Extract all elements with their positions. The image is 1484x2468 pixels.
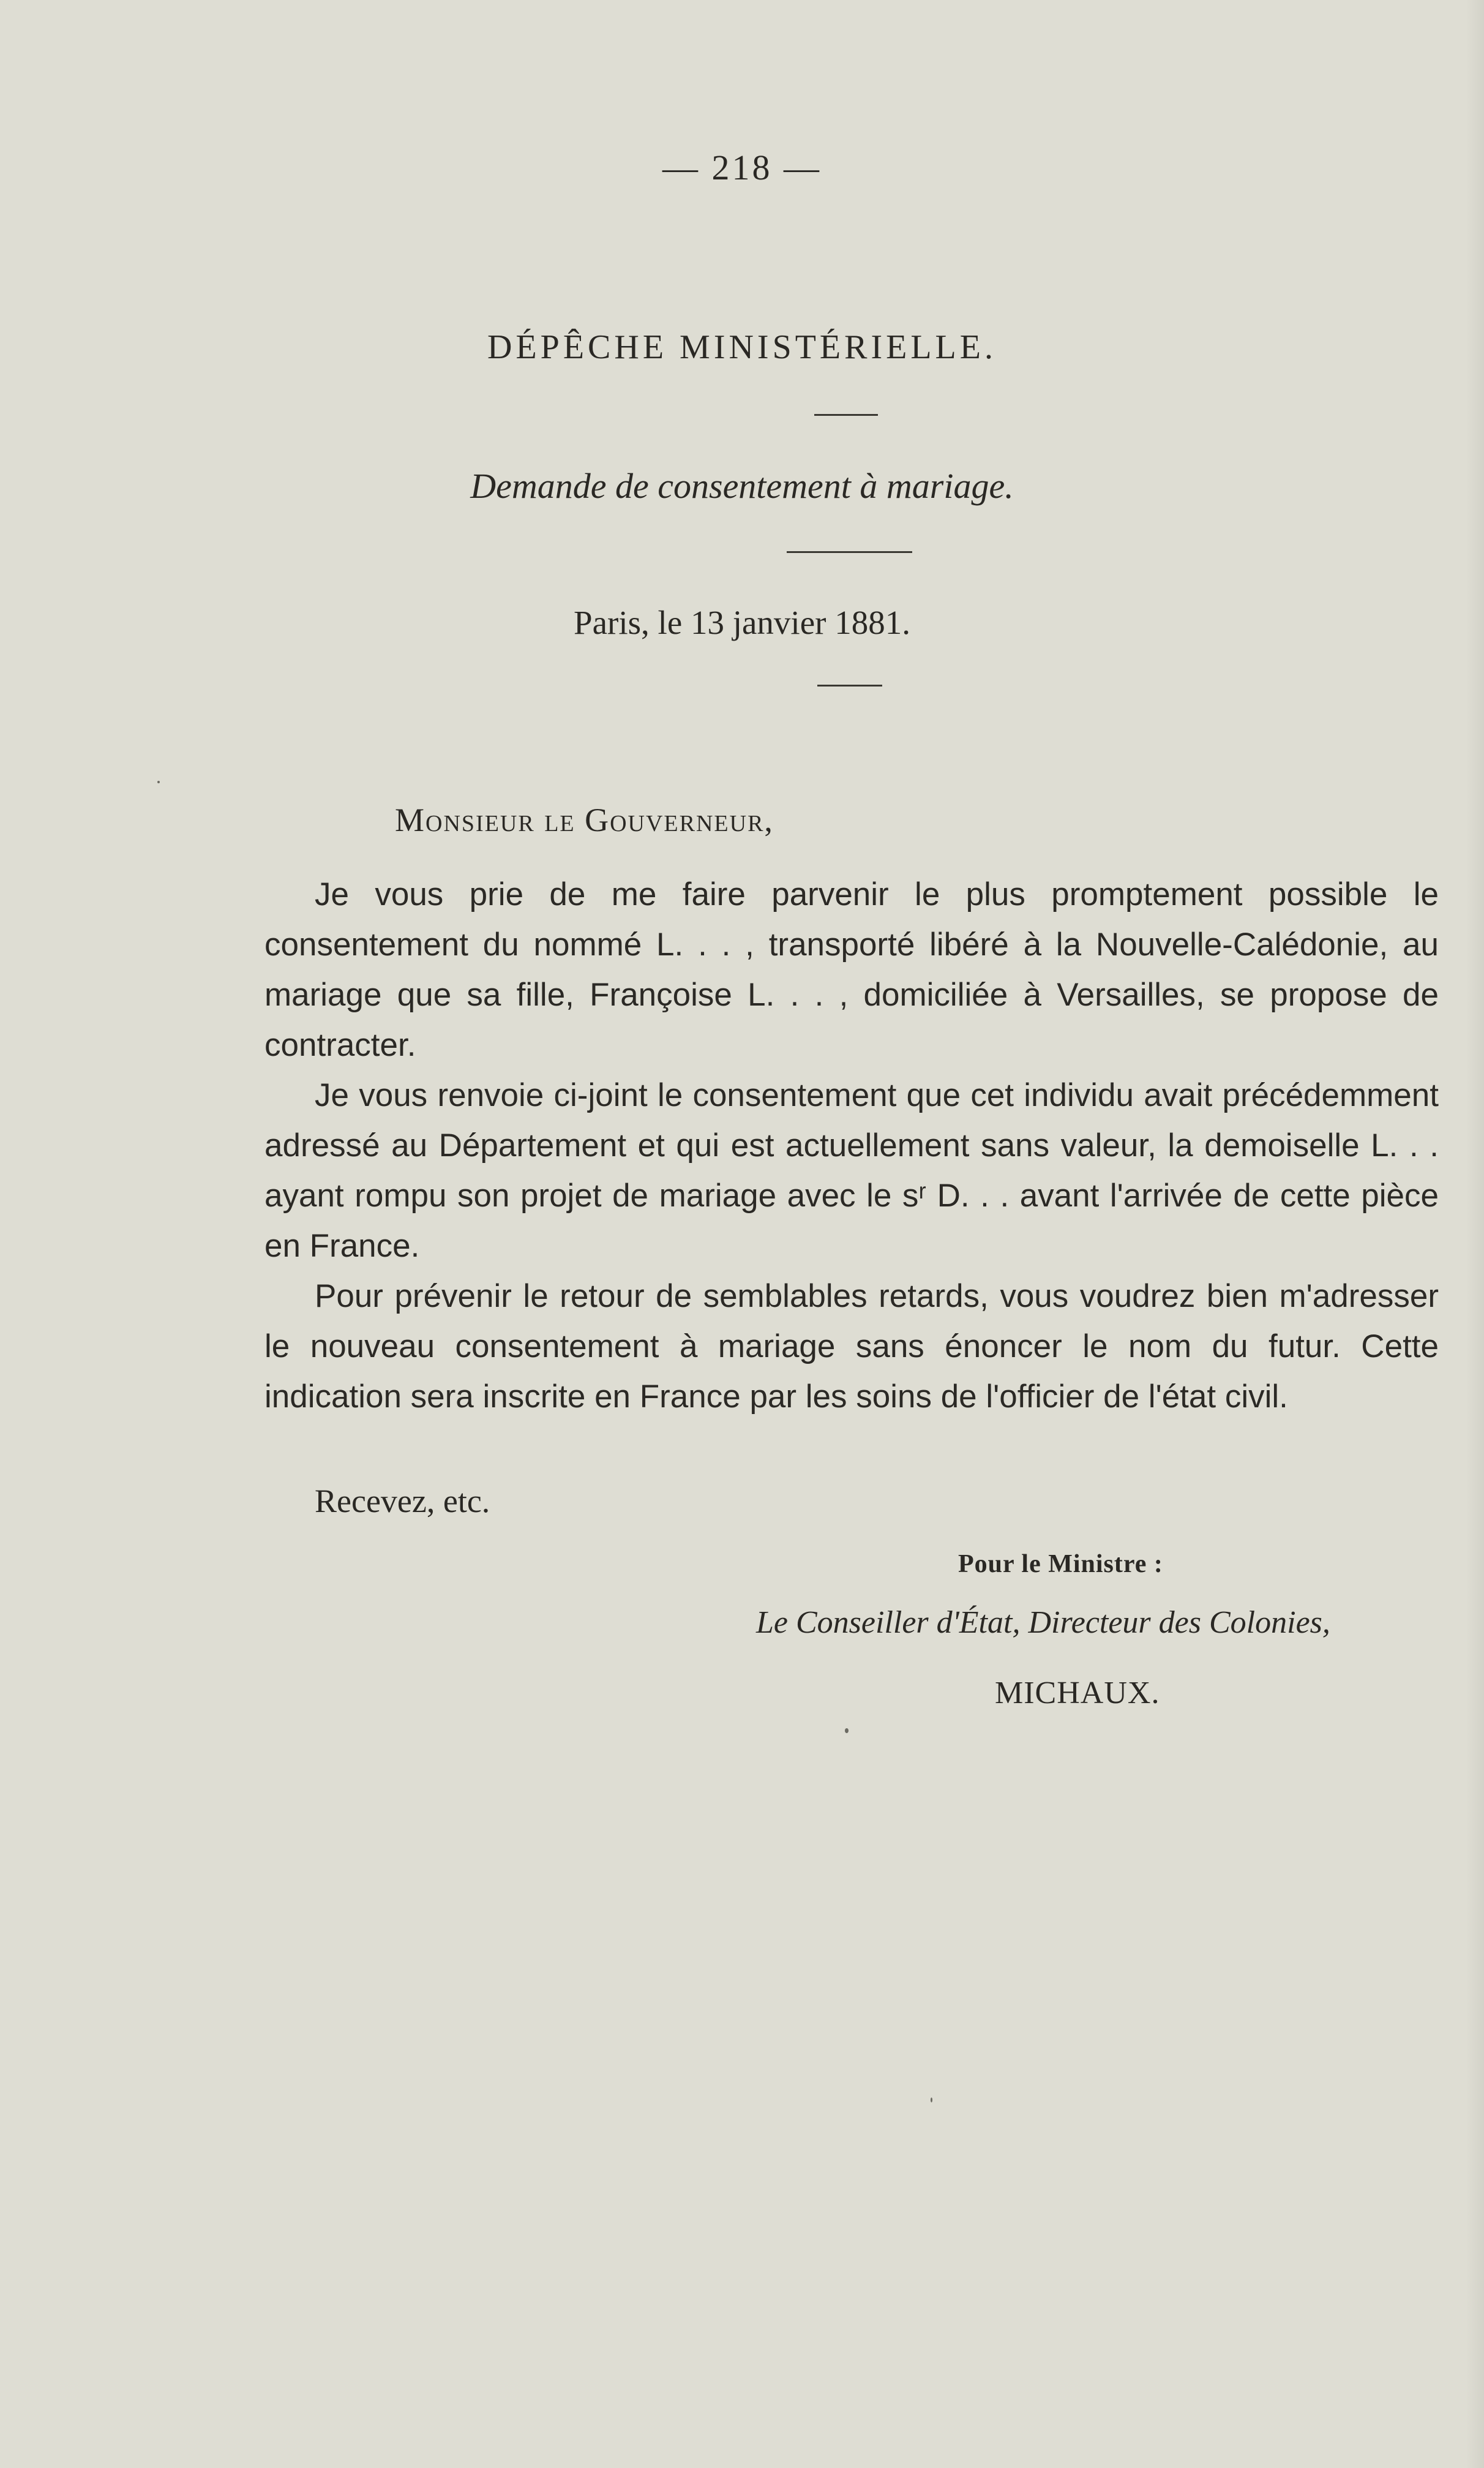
paper-speck — [157, 781, 160, 783]
body-paragraph: Je vous prie de me faire parvenir le plus promptement possible le consentement du nommé L. . . , transporté libéré à la Nouvelle-Calédonie, au mariage que sa fille, Françoise L. . . , domiciliée à Versailles, se propose de contracter. — [264, 876, 1439, 1063]
signature-title: Le Conseiller d'État, Directeur des Colonies, — [756, 1605, 1330, 1640]
heading-rule — [814, 414, 878, 416]
subtitle-rule — [787, 551, 912, 553]
body-paragraph: Je vous renvoie ci-joint le consentement que cet individu avait précédemment adressé au Département et qui est actuellement sans valeur, la demoiselle L. . . ayant rompu son projet de mariage avec le sʳ D. . . avant l'arrivée de cette pièce en France. — [264, 1077, 1439, 1264]
dateline: Paris, le 13 janvier 1881. — [574, 604, 910, 641]
salutation: Monsieur le Gouverneur, — [395, 802, 774, 838]
document-heading: DÉPÊCHE MINISTÉRIELLE. — [487, 328, 997, 366]
body-paragraph: Pour prévenir le retour de semblables retards, vous voudrez bien m'adresser le nouveau consentement à mariage sans énoncer le nom du futur. Cette indication sera inscrite en France par les soins de l'officier de l'état civil. — [264, 1278, 1439, 1415]
letter-body — [264, 870, 1439, 1422]
closing-line: Recevez, etc. — [315, 1483, 490, 1519]
paper-speck — [845, 1728, 849, 1733]
dateline-rule — [817, 685, 882, 687]
document-subtitle: Demande de consentement à mariage. — [470, 466, 1014, 506]
page-number: — 218 — — [662, 148, 822, 187]
signature-preamble: Pour le Ministre : — [958, 1550, 1163, 1578]
signature-name: MICHAUX. — [995, 1676, 1160, 1710]
paper-speck — [931, 2097, 932, 2102]
page-edge-shadow — [1466, 0, 1484, 2468]
